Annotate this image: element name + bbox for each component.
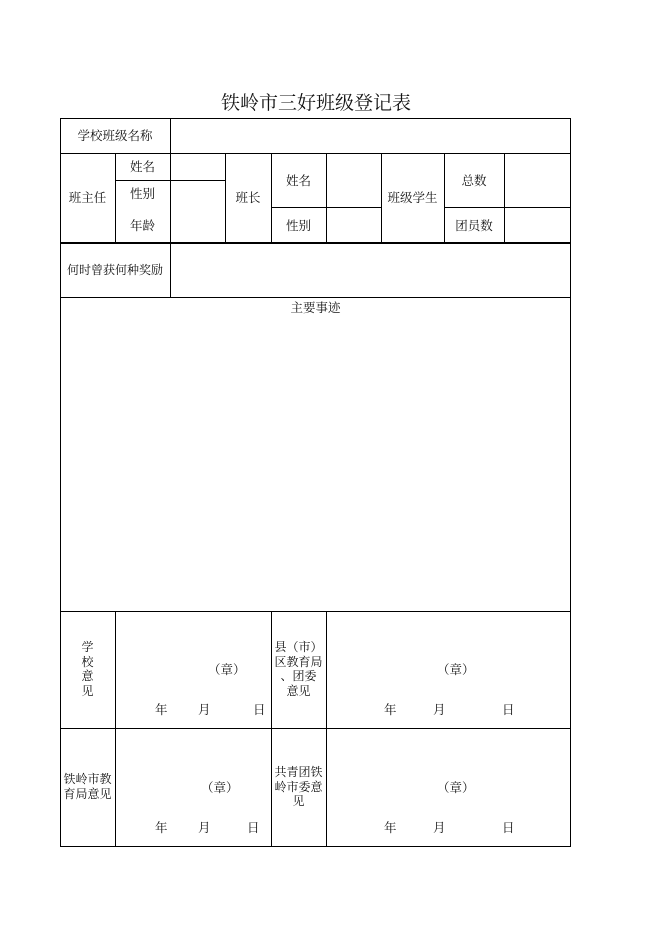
county-opinion-label: 县（市） 区教育局 、团委 意见	[274, 640, 323, 698]
class-students-label: 班级学生	[387, 190, 438, 205]
teacher-gender-field[interactable]	[171, 181, 225, 207]
county-year: 年	[384, 702, 397, 717]
city-edu-seal: （章）	[201, 780, 239, 795]
school-year: 年	[155, 702, 168, 717]
youth-league-day: 日	[502, 820, 515, 835]
teacher-name-label: 姓名	[129, 159, 155, 174]
school-day: 日	[253, 702, 266, 717]
city-edu-year: 年	[155, 820, 168, 835]
school-class-name-label: 学校班级名称	[77, 128, 153, 143]
main-deeds-label: 主要事迹	[290, 300, 341, 315]
teacher-age-label: 年龄	[129, 218, 155, 233]
awards-label: 何时曾获何种奖励	[66, 263, 163, 277]
youth-league-seal: （章）	[437, 780, 475, 795]
monitor-name-field[interactable]	[327, 154, 381, 207]
page-title: 铁岭市三好班级登记表	[220, 92, 411, 114]
head-teacher-label: 班主任	[68, 190, 107, 205]
monitor-label: 班长	[235, 190, 261, 205]
teacher-name-field[interactable]	[171, 154, 225, 180]
awards-field[interactable]	[171, 244, 570, 297]
youth-league-opinion-label: 共青团铁 岭市委意 见	[274, 765, 323, 808]
city-edu-month: 月	[198, 820, 211, 835]
league-members-field[interactable]	[505, 208, 570, 242]
teacher-age-field[interactable]	[171, 208, 225, 242]
county-seal: （章）	[437, 662, 475, 677]
monitor-gender-label: 性别	[285, 218, 311, 233]
city-edu-opinion-label: 铁岭市教 育局意见	[63, 772, 112, 801]
county-day: 日	[502, 702, 515, 717]
league-members-label: 团员数	[455, 218, 493, 233]
city-edu-day: 日	[247, 820, 260, 835]
total-label: 总数	[461, 173, 487, 188]
school-class-name-field[interactable]	[171, 119, 570, 153]
total-field[interactable]	[505, 154, 570, 207]
school-opinion-label: 学 校 意 见	[81, 640, 94, 698]
school-seal: （章）	[208, 662, 246, 677]
teacher-gender-label: 性别	[129, 186, 155, 201]
county-month: 月	[433, 702, 446, 717]
monitor-gender-field[interactable]	[327, 208, 381, 242]
youth-league-month: 月	[433, 820, 446, 835]
monitor-name-label: 姓名	[285, 173, 311, 188]
school-month: 月	[198, 702, 211, 717]
youth-league-year: 年	[384, 820, 397, 835]
main-deeds-field[interactable]	[61, 318, 570, 610]
